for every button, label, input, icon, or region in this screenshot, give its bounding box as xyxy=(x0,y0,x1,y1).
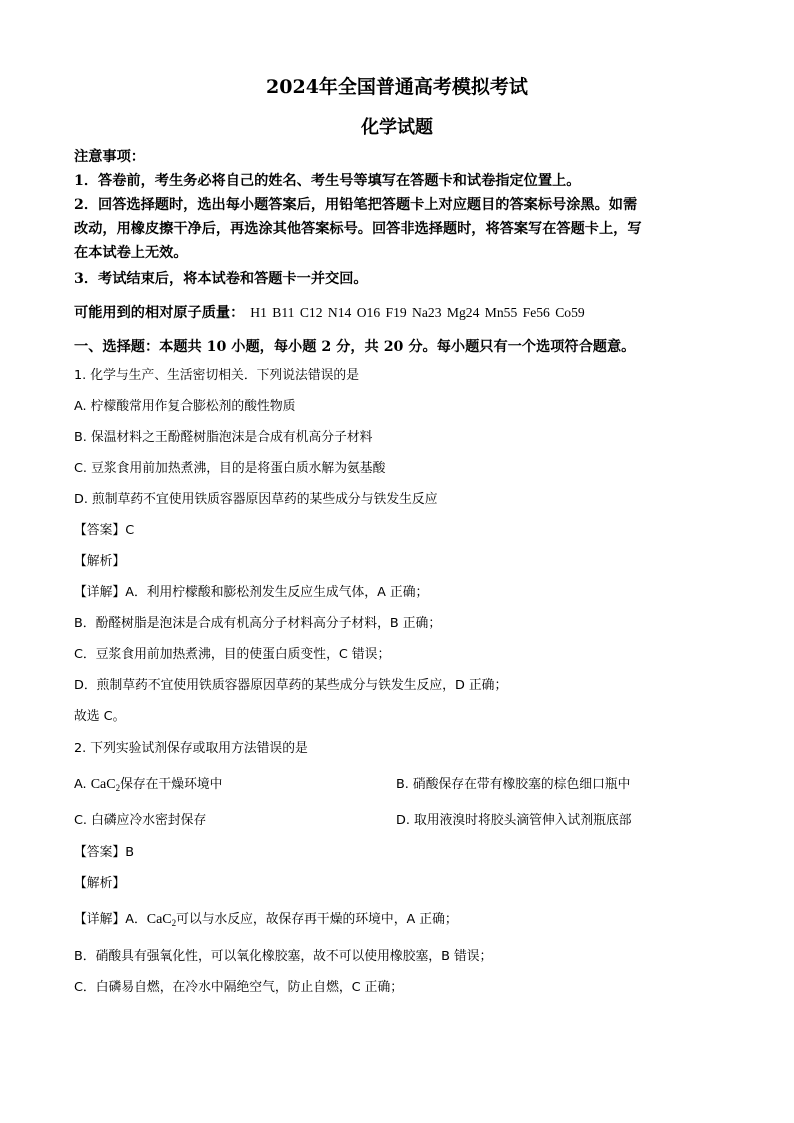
q2-detail-a-text: 可以与水反应，故保存再干燥的环境中，A 正确； xyxy=(176,912,458,927)
notice-item-2-line-1: 2．回答选择题时，选出每小题答案后，用铅笔把答题卡上对应题目的答案标号涂黑。如需 xyxy=(74,197,638,213)
notice-heading: 注意事项： xyxy=(74,149,145,165)
q1-detail-c: C．豆浆食用前加热煮沸，目的使蛋白质变性，C 错误； xyxy=(74,647,391,662)
q1-conclusion: 故选 C。 xyxy=(74,709,126,724)
q2-option-a xyxy=(74,775,222,795)
q2-detail-b: B．硝酸具有强氧化性，可以氧化橡胶塞，故不可以使用橡胶塞，B 错误； xyxy=(74,949,493,964)
q2-option-c: C. 白磷应冷水密封保存 xyxy=(74,813,207,828)
q2-option-a-text: 保存在干燥环境中 xyxy=(120,777,223,792)
q1-answer: 【答案】C xyxy=(74,523,135,538)
q2-detail-a-prefix: 【详解】A． xyxy=(74,912,147,927)
q1-option-b: B. 保温材料之王酚醛树脂泡沫是合成有机高分子材料 xyxy=(74,430,373,445)
q1-stem: 1. 化学与生产、生活密切相关．下列说法错误的是 xyxy=(74,368,360,383)
q1-detail-d: D．煎制草药不宜使用铁质容器原因草药的某些成分与铁发生反应，D 正确； xyxy=(74,678,508,693)
notice-item-2-line-3: 在本试卷上无效。 xyxy=(74,245,188,261)
exam-subtitle: 化学试题 xyxy=(361,117,433,138)
q1-detail-a: 【详解】A．利用柠檬酸和膨松剂发生反应生成气体，A 正确； xyxy=(74,585,429,600)
q2-option-d: D. 取用液溴时将胶头滴管伸入试剂瓶底部 xyxy=(396,813,632,828)
exam-title: 2024年全国普通高考模拟考试 xyxy=(266,76,528,98)
notice-item-2-line-2: 改动，用橡皮擦干净后，再选涂其他答案标号。回答非选择题时，将答案写在答题卡上，写 xyxy=(74,221,642,237)
section-heading: 一、选择题：本题共 10 小题，每小题 2 分，共 20 分。每小题只有一个选项符合题意。 xyxy=(74,339,636,355)
q2-answer: 【答案】B xyxy=(74,845,134,860)
notice-item-1: 1．答卷前，考生务必将自己的姓名、考生号等填写在答题卡和试卷指定位置上。 xyxy=(74,173,581,189)
q2-option-b: B. 硝酸保存在带有橡胶塞的棕色细口瓶中 xyxy=(396,777,631,792)
q1-option-a: A. 柠檬酸常用作复合膨松剂的酸性物质 xyxy=(74,399,296,414)
q2-detail-a xyxy=(74,910,458,930)
q1-analysis-heading: 【解析】 xyxy=(74,554,126,569)
q2-analysis-heading: 【解析】 xyxy=(74,876,126,891)
q2-option-a-prefix: A. xyxy=(74,777,87,792)
atomic-masses-line xyxy=(74,303,585,323)
q1-detail-b: B．酚醛树脂是泡沫是合成有机高分子材料高分子材料，B 正确； xyxy=(74,616,442,631)
cac2-formula: CaC$_2$ xyxy=(146,912,177,928)
q1-option-d: D. 煎制草药不宜使用铁质容器原因草药的某些成分与铁发生反应 xyxy=(74,492,438,507)
q1-option-c: C. 豆浆食用前加热煮沸，目的是将蛋白质水解为氨基酸 xyxy=(74,461,386,476)
q2-detail-c: C．白磷易自燃，在冷水中隔绝空气，防止自燃，C 正确； xyxy=(74,980,404,995)
q2-stem: 2. 下列实验试剂保存或取用方法错误的是 xyxy=(74,741,308,756)
cac2-formula: CaC$_2$ xyxy=(90,777,121,793)
atomic-masses-label: 可能用到的相对原子质量： xyxy=(74,305,245,321)
atomic-masses-values: H1 B11 C12 N14 O16 F19 Na23 Mg24 Mn55 Fe56 Co59 xyxy=(250,305,585,320)
notice-item-3: 3．考试结束后，将本试卷和答题卡一并交回。 xyxy=(74,271,368,287)
